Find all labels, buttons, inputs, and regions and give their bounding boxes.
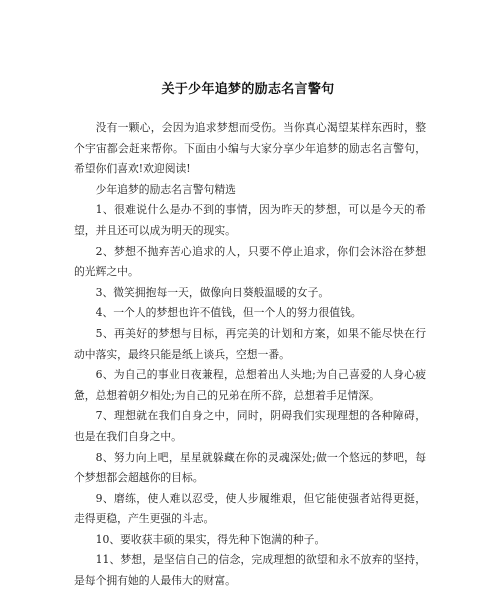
quote-item-8: 8、努力向上吧，星星就躲藏在你的灵魂深处;做一个悠远的梦吧，每个梦想都会超越你的目标。 [74,450,426,485]
intro-paragraph: 没有一颗心，会因为追求梦想而受伤。当你真心渴望某样东西时，整个宇宙都会赶来帮你。下面由小编与大家分享少年追梦的励志名言警句，希望你们喜欢!欢迎阅读! [74,121,426,176]
quote-item-10: 10、要收获丰硕的果实，得先种下饱满的种子。 [95,532,326,546]
quote-item-11: 11、梦想，是坚信自己的信念，完成理想的欲望和永不放弃的坚持，是每个拥有她的人最伟大的财富。 [74,553,426,588]
quote-item-2: 2、梦想不抛弃苦心追求的人，只要不停止追求，你们会沐浴在梦想的光辉之中。 [74,244,426,279]
quote-item-9: 9、磨练，使人难以忍受，使人步履维艰，但它能使强者站得更挺，走得更稳，产生更强的斗志。 [74,491,426,526]
quote-item-7: 7、理想就在我们自身之中，同时，阴碍我们实现理想的各种障碍，也是在我们自身之中。 [74,409,426,443]
section-heading: 少年追梦的励志名言警句精选 [95,182,236,196]
quote-item-3: 3、微笑拥抱每一天，做像向日葵般温暖的女子。 [95,285,330,299]
quote-item-1: 1、很难说什么是办不到的事情，因为昨天的梦想，可以是今天的希望，并且还可以成为明天的现实。 [74,203,426,237]
quote-item-4: 4、一个人的梦想也许不值钱，但一个人的努力很值钱。 [95,306,362,320]
quote-item-5: 5、再美好的梦想与目标，再完美的计划和方案，如果不能尽快在行动中落实，最终只能是纸上谈兵，空想一番。 [74,326,426,361]
document-body [74,118,426,592]
document-title: 关于少年追梦的励志名言警句 [161,82,335,97]
quote-item-6: 6、为自己的事业日夜兼程，总想着出人头地;为自己喜爱的人身心疲惫，总想着朝夕相处;为自己的兄弟在所不辞，总想着手足情深。 [74,368,426,402]
